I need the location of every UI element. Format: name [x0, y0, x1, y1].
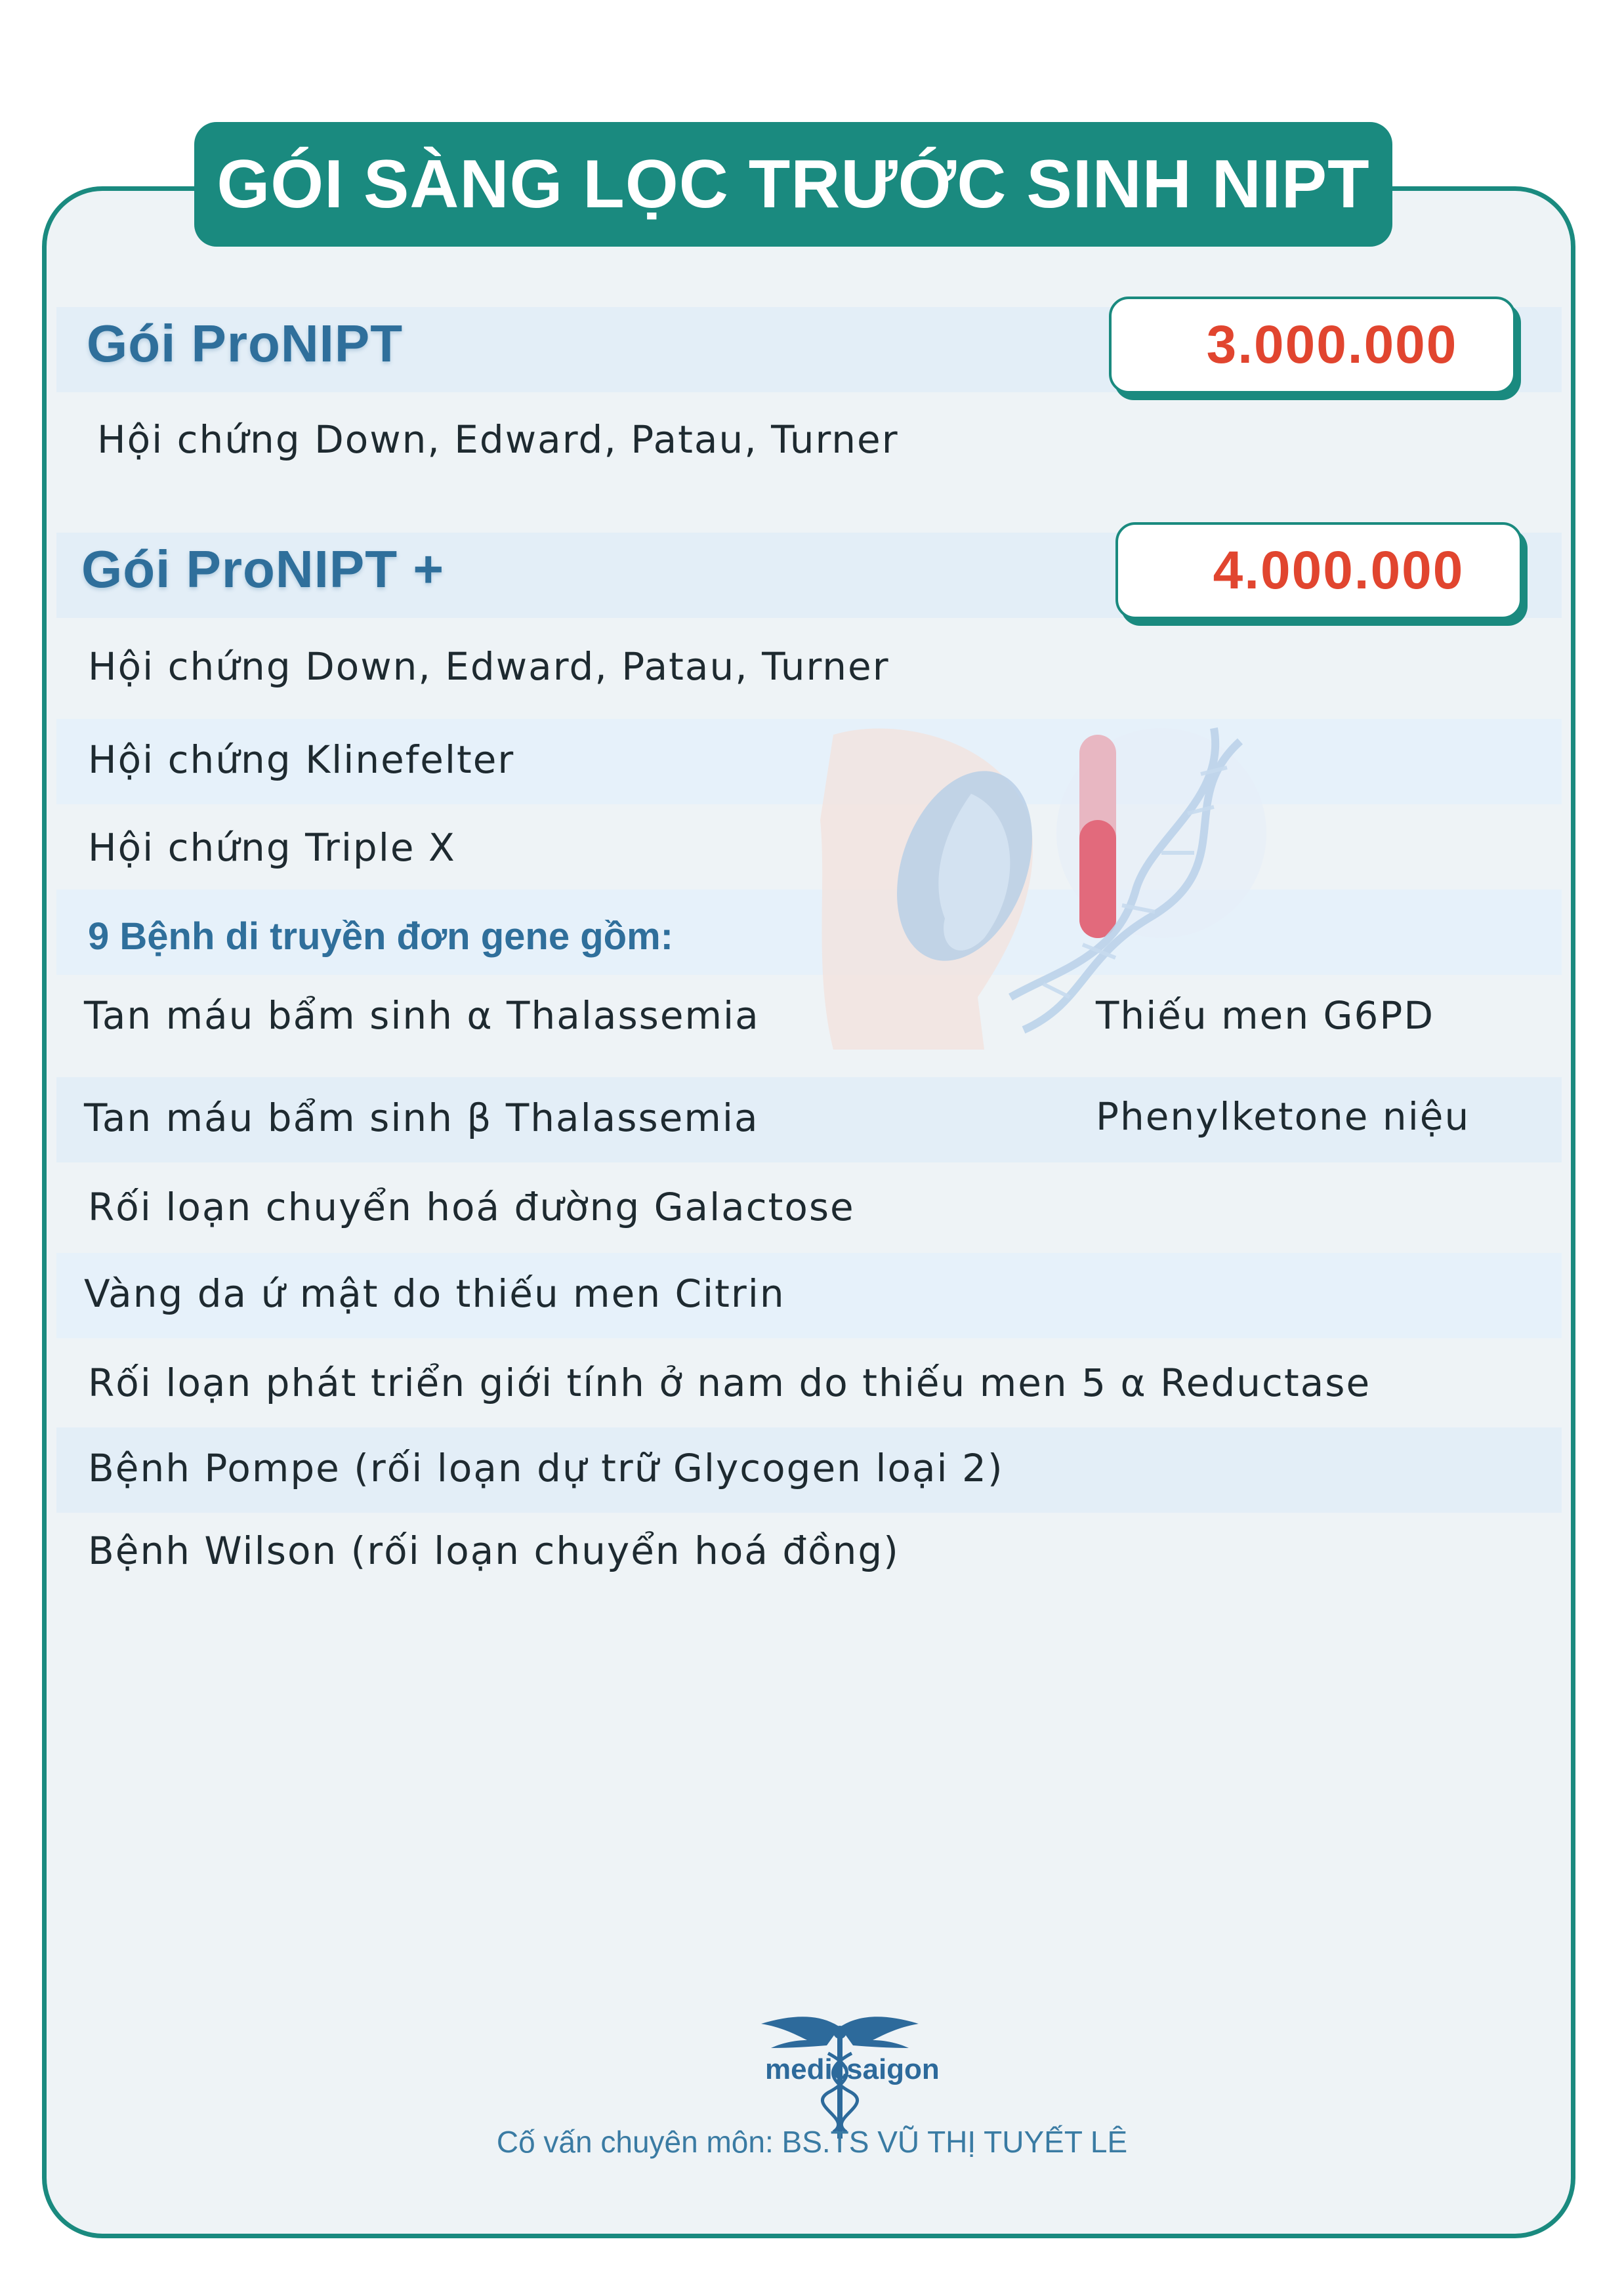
- package-1-name: Gói ProNIPT: [87, 314, 404, 373]
- logo-text-medic: medic: [765, 2053, 849, 2085]
- title-banner: [194, 122, 1392, 247]
- disease-item: Bệnh Wilson (rối loạn chuyển hoá đồng): [88, 1528, 900, 1573]
- package-1-item: Hội chứng Down, Edward, Patau, Turner: [97, 417, 899, 462]
- package-2-price: [1115, 522, 1522, 619]
- disease-item: Vàng da ứ mật do thiếu men Citrin: [84, 1271, 785, 1316]
- package-2-item: Hội chứng Triple X: [88, 825, 456, 870]
- package-1-price: [1109, 297, 1516, 394]
- package-2-name: Gói ProNIPT +: [81, 540, 445, 598]
- package-2-item: Hội chứng Down, Edward, Patau, Turner: [88, 644, 890, 689]
- package-1-price-value: 3.000.000: [1206, 315, 1458, 375]
- footer-credit: Cố vấn chuyên môn: BS.TS VŨ THỊ TUYẾT LÊ: [496, 2125, 1128, 2159]
- disease-item: Rối loạn chuyển hoá đường Galactose: [88, 1185, 855, 1229]
- disease-item: Tan máu bẩm sinh α Thalassemia: [84, 993, 760, 1038]
- disease-item: Tan máu bẩm sinh β Thalassemia: [84, 1096, 759, 1140]
- package-2-price-value: 4.000.000: [1213, 541, 1465, 600]
- disease-item: Rối loạn phát triển giới tính ở nam do thiếu men 5 α Reductase: [88, 1361, 1371, 1405]
- disease-item: Thiếu men G6PD: [1096, 993, 1435, 1038]
- package-2-item: Hội chứng Klinefelter: [88, 737, 515, 782]
- disease-item: Phenylketone niệu: [1096, 1094, 1470, 1139]
- disease-item: Bệnh Pompe (rối loạn dự trữ Glycogen loại 2): [88, 1446, 1004, 1490]
- logo-text-saigon: saigon: [846, 2053, 940, 2085]
- genetic-diseases-heading: 9 Bệnh di truyền đơn gene gồm:: [88, 915, 673, 958]
- page-title: GÓI SÀNG LỌC TRƯỚC SINH NIPT: [217, 146, 1370, 222]
